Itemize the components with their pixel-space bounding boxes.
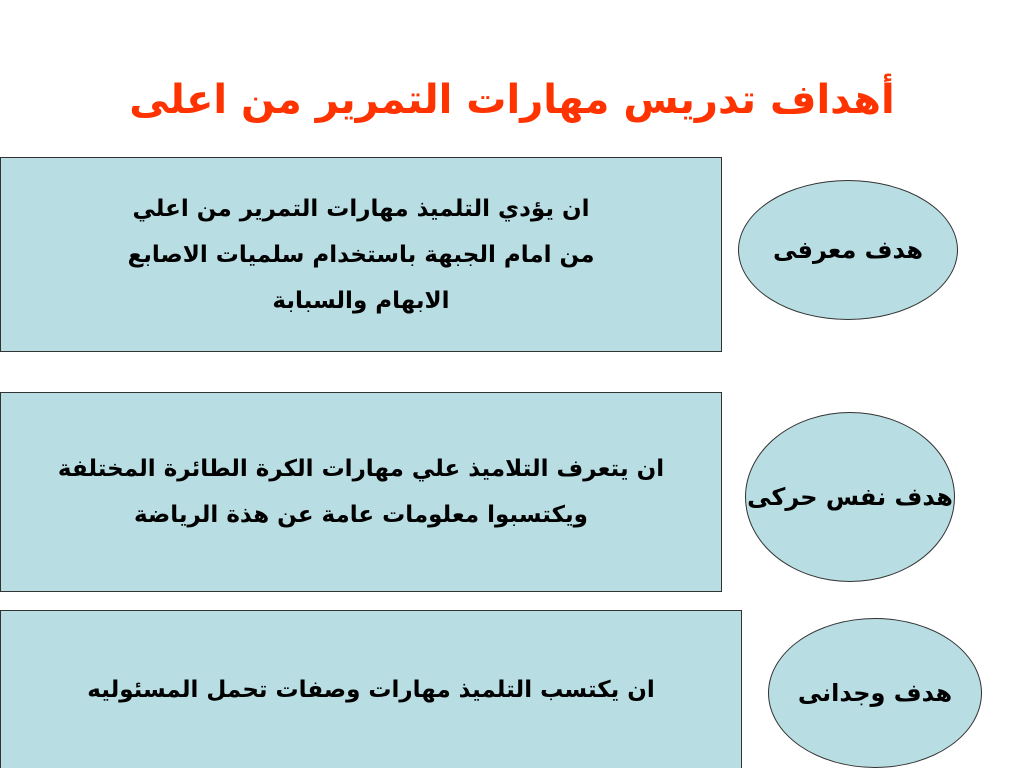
goal-ellipse-cognitive xyxy=(738,180,958,320)
goal-label: هدف وجدانى xyxy=(797,679,953,707)
objective-line: الابهام والسبابة xyxy=(272,287,450,314)
objective-text xyxy=(58,446,664,538)
goal-label: هدف معرفى xyxy=(772,236,924,264)
objective-line: ان يؤدي التلميذ مهارات التمرير من اعلي xyxy=(132,195,590,222)
objective-box-psychomotor xyxy=(0,392,722,592)
objective-box-affective xyxy=(0,610,742,768)
objective-line: ان يكتسب التلميذ مهارات وصفات تحمل المسئوليه xyxy=(87,677,655,703)
goal-ellipse-psychomotor xyxy=(745,412,955,582)
objective-text xyxy=(87,667,655,713)
goal-label: هدف نفس حركى xyxy=(747,483,953,511)
slide-title: أهداف تدريس مهارات التمرير من اعلى xyxy=(129,77,895,123)
objective-text xyxy=(128,186,595,324)
goal-ellipse-affective xyxy=(768,618,982,768)
objective-line: ويكتسبوا معلومات عامة عن هذة الرياضة xyxy=(134,502,588,528)
objective-line: ان يتعرف التلاميذ علي مهارات الكرة الطائرة المختلفة xyxy=(57,456,665,482)
objective-box-cognitive xyxy=(0,157,722,352)
objective-line: من امام الجبهة باستخدام سلميات الاصابع xyxy=(127,241,595,268)
